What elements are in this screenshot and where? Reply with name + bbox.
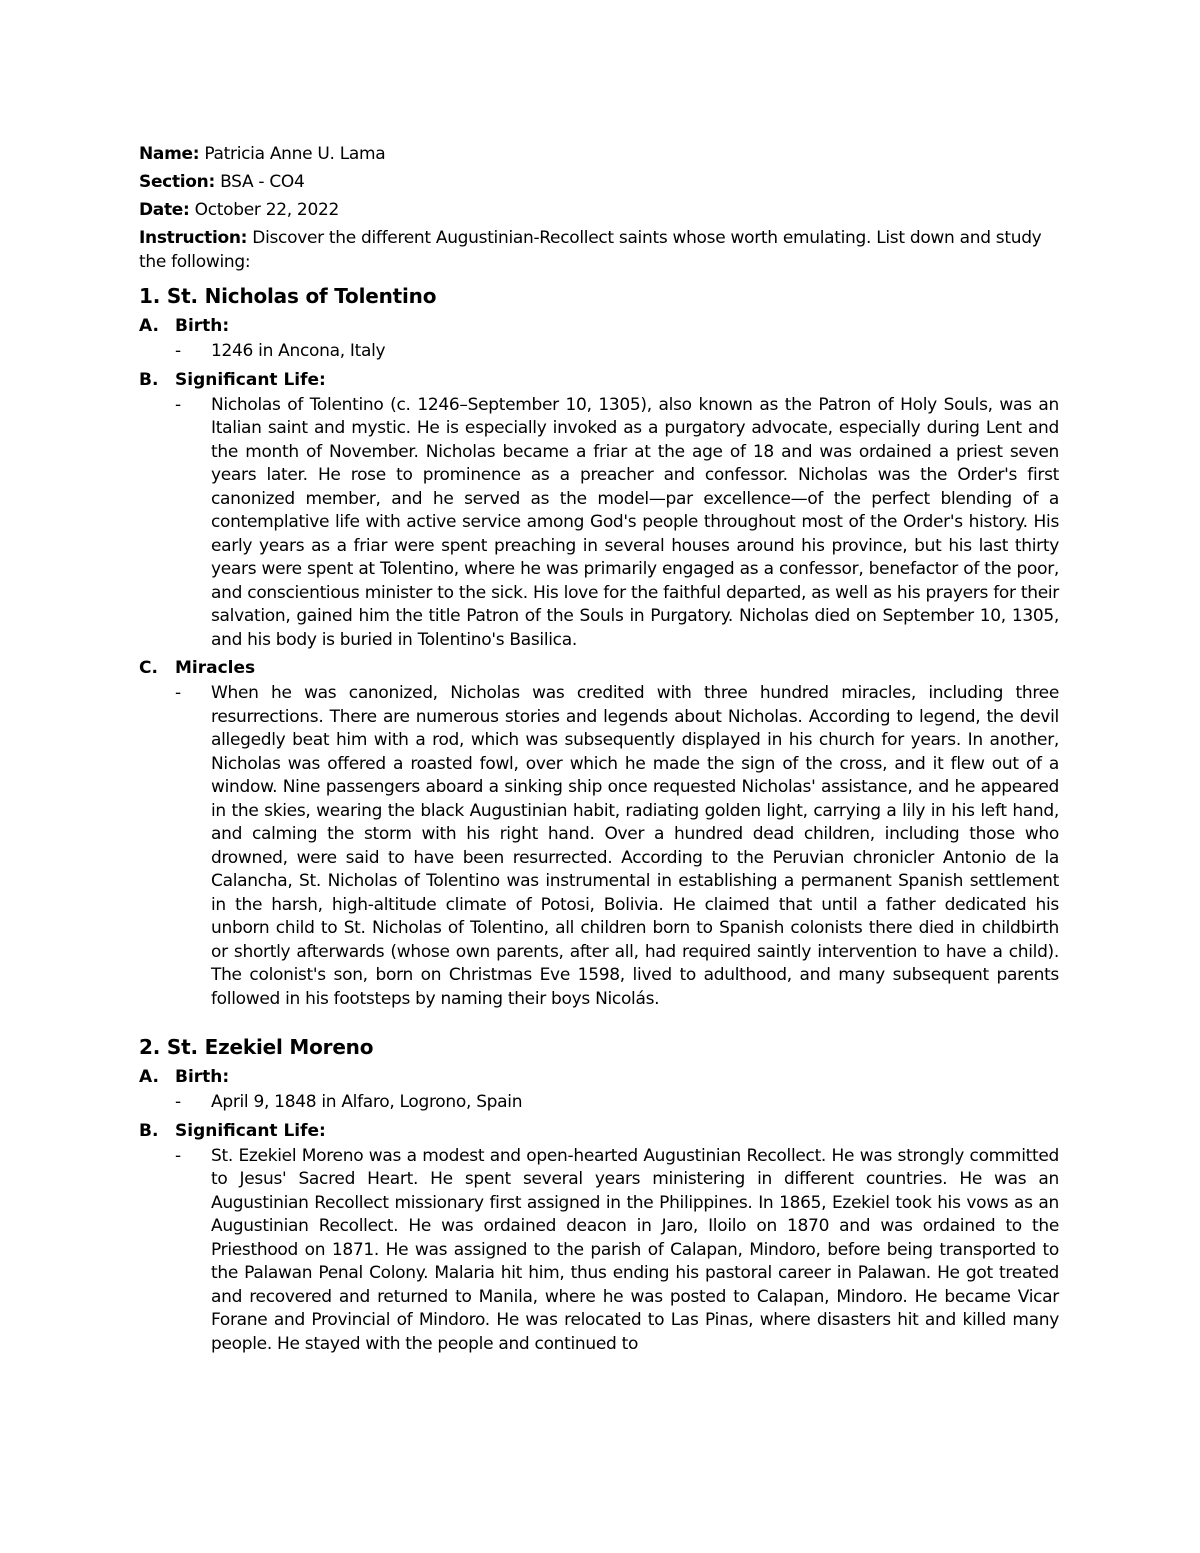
date-label: Date: (139, 200, 190, 220)
section-line (139, 170, 1059, 194)
saint-title: 1. St. Nicholas of Tolentino (139, 284, 437, 308)
heading-text: Significant Life: (175, 369, 326, 390)
life-text: St. Ezekiel Moreno was a modest and open-hearted Augustinian Recollect. He was strongly committed to Jesus' Sacred Heart. He spent several years ministering in different countries. He was an Augustinian Recollect missionary first assigned in the Philippines. In 1865, Ezekiel took his vows as an Augustinian Recollect. He was ordained deacon in Jaro, Iloilo on 1870 and was ordained to the Priesthood on 1871. He was assigned to the parish of Calapan, Mindoro, before being transported to the Palawan Penal Colony. Malaria hit him, thus ending his pastoral career in Palawan. He got treated and recovered and returned to Manila, where he was posted to Calapan, Mindoro. He became Vicar Forane and Provincial of Mindoro. He was relocated to Las Pinas, where disasters hit and killed many people. He stayed with the people and continued to (211, 1145, 1059, 1354)
life-bullet (175, 1145, 1059, 1357)
miracles-heading (139, 656, 1059, 680)
name-line (139, 142, 1059, 166)
bullet-dash: - (175, 683, 181, 703)
instruction-value: Discover the different Augustinian-Recollect saints whose worth emulating. List down and study the following: (139, 228, 1042, 272)
heading-text: Miracles (175, 658, 256, 678)
document-page (139, 142, 1059, 1356)
heading-text: Birth: (175, 1067, 230, 1087)
list-letter: A. (139, 316, 159, 336)
section-value: BSA - CO4 (214, 172, 305, 192)
birth-heading (139, 1065, 1059, 1089)
instruction-label: Instruction: (139, 228, 248, 248)
bullet-dash: - (175, 1092, 181, 1112)
saint-section-2 (139, 1033, 1059, 1356)
name-label: Name: (139, 144, 200, 164)
miracles-bullet (175, 682, 1059, 1011)
list-letter: C. (139, 658, 158, 678)
life-heading (139, 368, 1059, 392)
bullet-dash: - (175, 341, 181, 361)
heading-text: Birth: (175, 316, 230, 336)
miracles-text: When he was canonized, Nicholas was credited with three hundred miracles, including three resurrections. There are numerous stories and legends about Nicholas. According to legend, the devil allegedly beat him with a rod, which was subsequently displayed in his church for years. In another, Nicholas was offered a roasted fowl, over which he made the sign of the cross, and it flew out of a window. Nine passengers aboard a sinking ship once requested Nicholas' assistance, and he appeared in the skies, wearing the black Augustinian habit, radiating golden light, carrying a lily in his left hand, and calming the storm with his right hand. Over a hundred dead children, including those who drowned, were said to have been resurrected. According to the Peruvian chronicler Antonio de la Calancha, St. Nicholas of Tolentino was instrumental in establishing a permanent Spanish settlement in the harsh, high-altitude climate of Potosi, Bolivia. He claimed that until a father dedicated his unborn child to St. Nicholas of Tolentino, all children born to Spanish colonists there died in childbirth or shortly afterwards (whose own parents, after all, had required saintly intervention to have a child). The colonist's son, born on Christmas Eve 1598, lived to adulthood, and many subsequent parents followed in his footsteps by naming their boys Nicolás. (211, 683, 1059, 1009)
list-letter: B. (139, 369, 159, 390)
date-value: October 22, 2022 (189, 200, 339, 220)
bullet-dash: - (175, 394, 181, 415)
saint-title: 2. St. Ezekiel Moreno (139, 1035, 374, 1059)
birth-bullet (175, 340, 1059, 364)
instruction-line (139, 226, 1059, 274)
life-heading (139, 1119, 1059, 1143)
birth-text: April 9, 1848 in Alfaro, Logrono, Spain (211, 1092, 523, 1112)
life-text: Nicholas of Tolentino (c. 1246–September 10, 1305), also known as the Patron of Holy Souls, was an Italian saint and mystic. He is especially invoked as a purgatory advocate, especially during Lent and the month of November. Nicholas became a friar at the age of 18 and was ordained a priest seven years later. He rose to prominence as a preacher and confessor. Nicholas was the Order's first canonized member, and he served as the model—par excellence—of the perfect blending of a contemplative life with active service among God's people throughout most of the Order's history. His early years as a friar were spent preaching in several houses around his province, but his last thirty years were spent at Tolentino, where he was primarily engaged as a confessor, benefactor of the poor, and conscientious minister to the sick. His love for the faithful departed, as well as his prayers for their salvation, gained him the title Patron of the Souls in Purgatory. Nicholas died on September 10, 1305, and his body is buried in Tolentino's Basilica. (211, 394, 1059, 650)
heading-text: Significant Life: (175, 1120, 326, 1141)
birth-heading (139, 314, 1059, 338)
section-label: Section: (139, 172, 215, 192)
list-letter: B. (139, 1120, 159, 1141)
name-value: Patricia Anne U. Lama (199, 144, 386, 164)
list-letter: A. (139, 1067, 159, 1087)
birth-bullet (175, 1091, 1059, 1115)
saint-section-1 (139, 282, 1059, 1011)
date-line (139, 198, 1059, 222)
bullet-dash: - (175, 1145, 181, 1166)
birth-text: 1246 in Ancona, Italy (211, 341, 386, 361)
life-bullet (175, 394, 1059, 653)
